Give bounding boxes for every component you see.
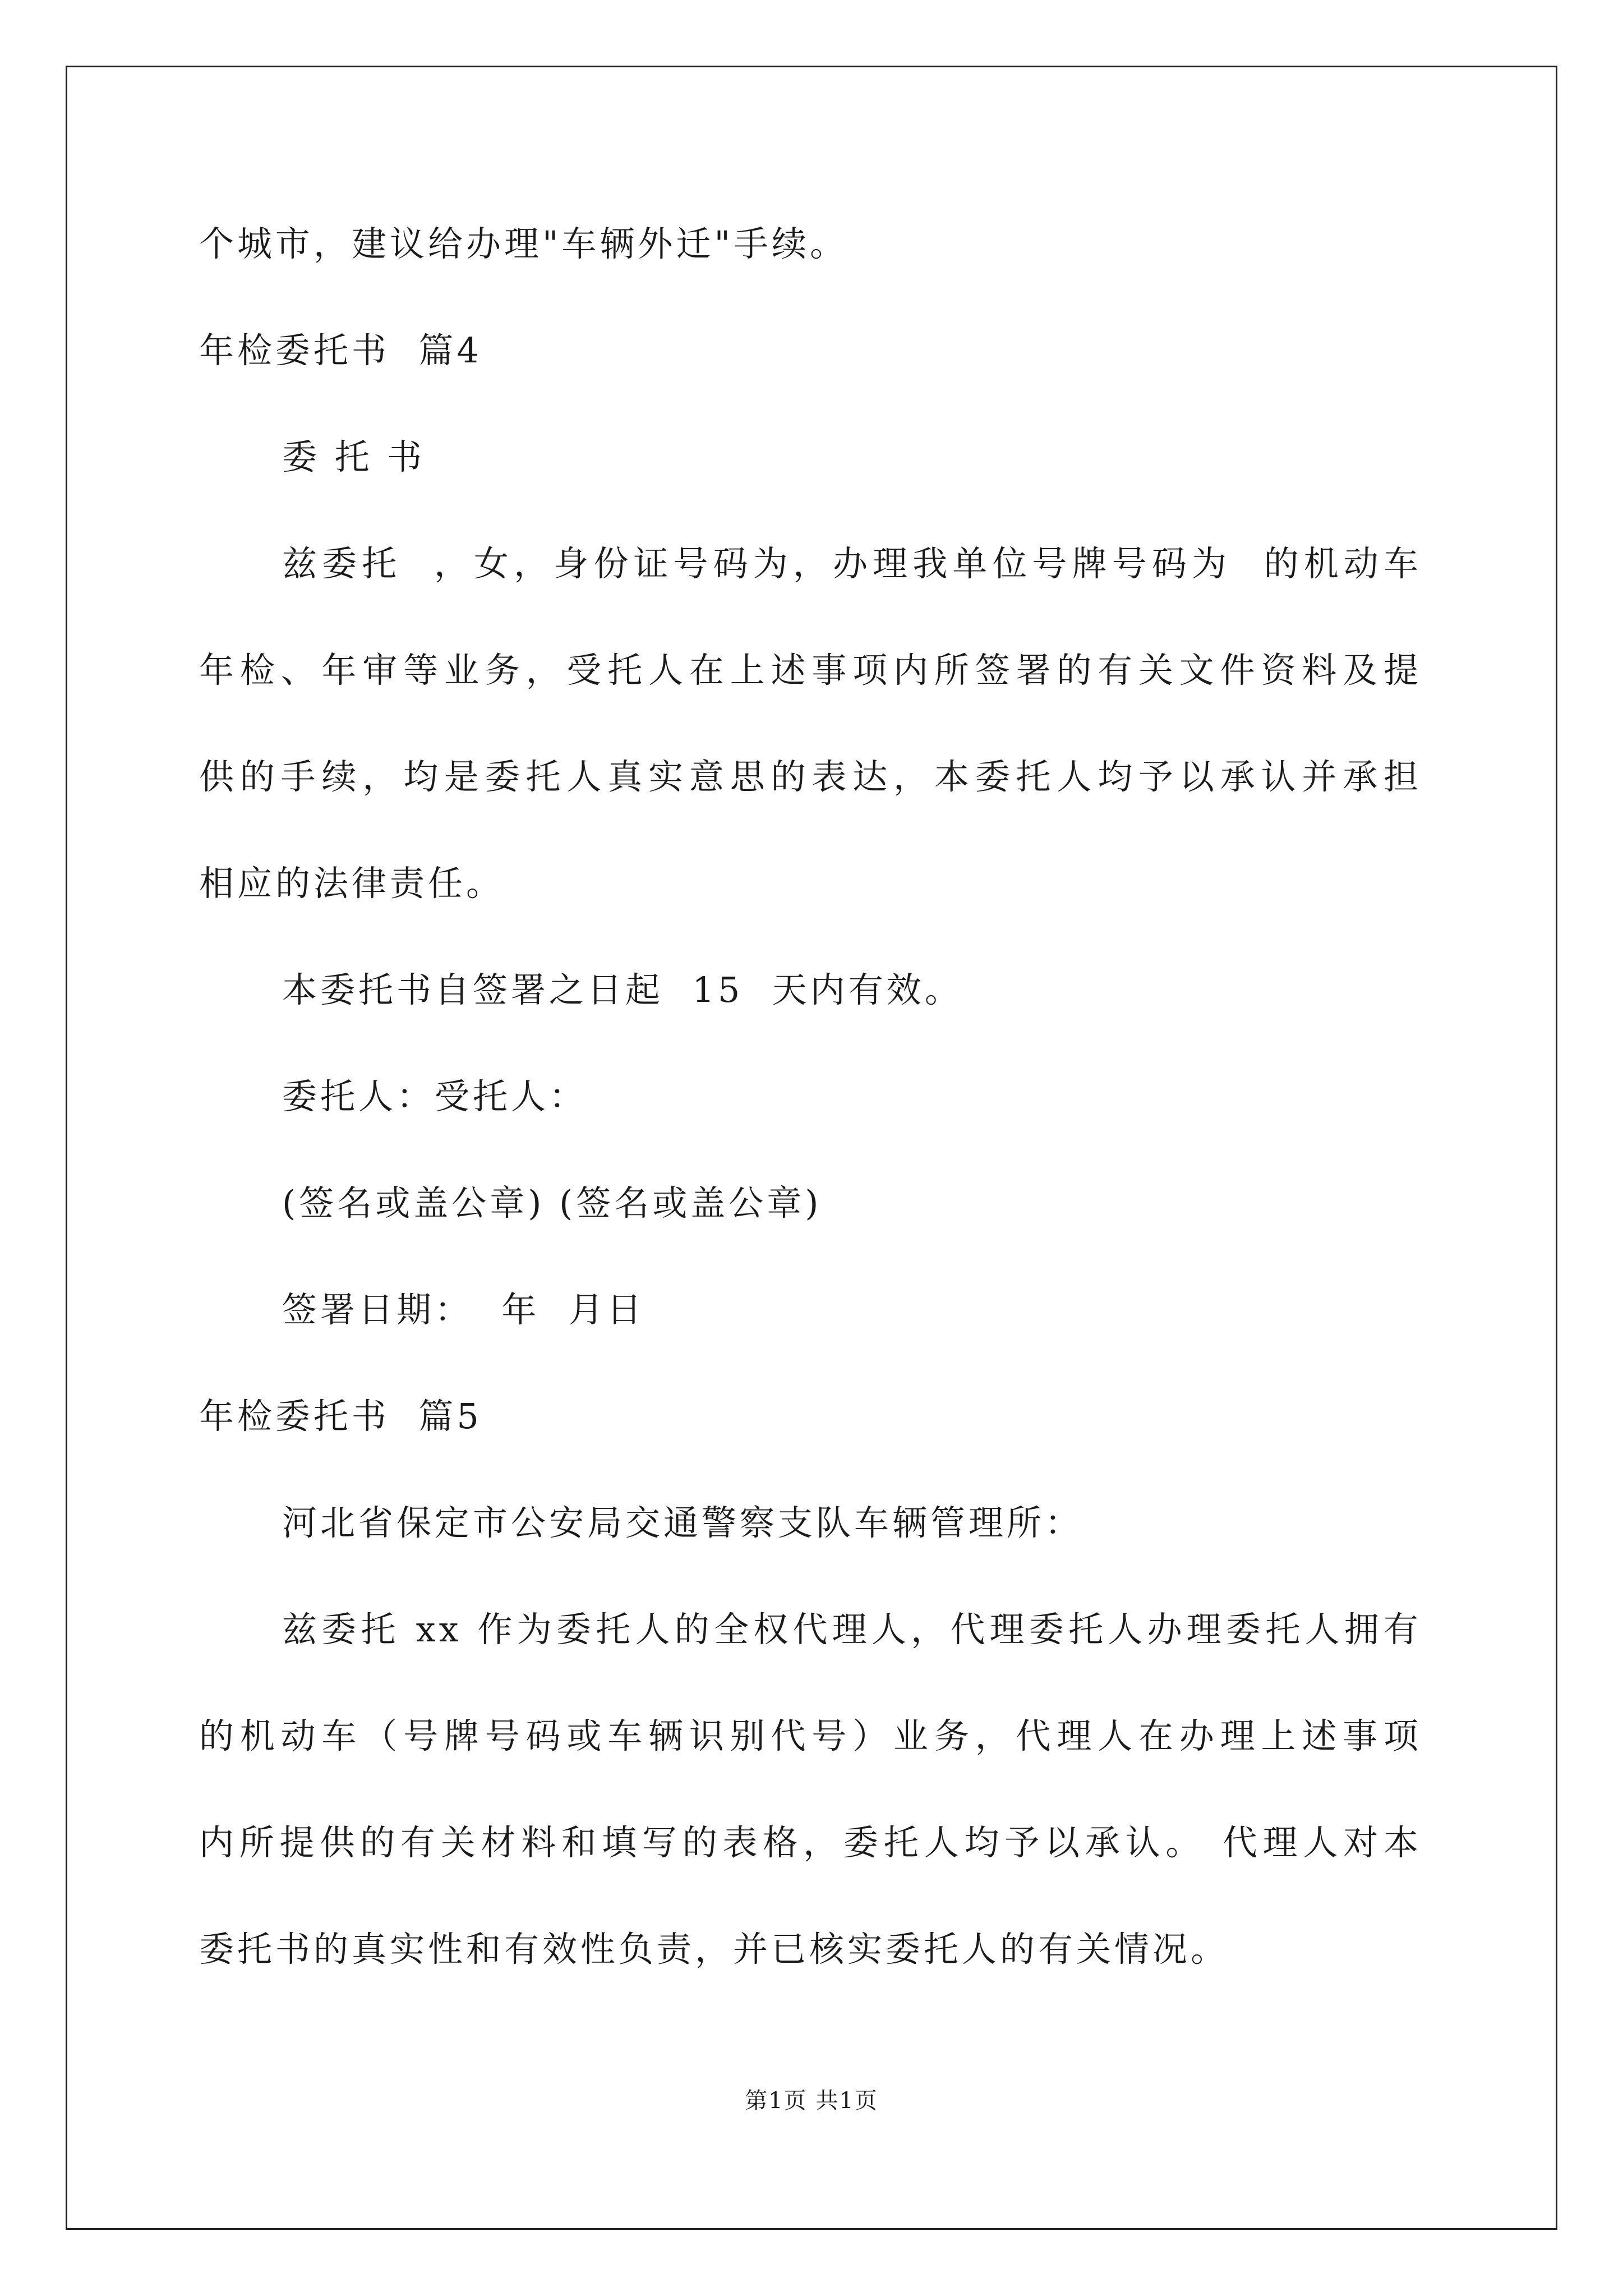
paragraph-line: 委托书的真实性和有效性负责，并已核实委托人的有关情况。 — [199, 1929, 1229, 1970]
paragraph-line: 供的手续，均是委托人真实意思的表达，本委托人均予以承认并承担 — [199, 756, 1422, 797]
page-footer: 第1页 共1页 — [745, 2088, 878, 2114]
addressee: 河北省保定市公安局交通警察支队车辆管理所： — [282, 1502, 1083, 1543]
section-heading: 年检委托书 篇5 — [199, 1396, 482, 1437]
paragraph-line: 的机动车（号牌号码或车辆识别代号）业务，代理人在办理上述事项 — [199, 1715, 1422, 1756]
paragraph-line: 年检、年审等业务，受托人在上述事项内所签署的有关文件资料及提 — [199, 650, 1422, 691]
paragraph-line: 兹委托 ，女，身份证号码为，办理我单位号牌号码为 的机动车 — [282, 543, 1422, 584]
paragraph-line: 个城市，建议给办理"车辆外迁"手续。 — [199, 223, 849, 264]
signature-note: (签名或盖公章) (签名或盖公章) — [282, 1182, 822, 1223]
document-title: 委 托 书 — [282, 436, 426, 477]
paragraph-line: 兹委托 xx 作为委托人的全权代理人，代理委托人办理委托人拥有 — [282, 1609, 1422, 1650]
page-border — [66, 66, 1557, 2230]
sign-date: 签署日期： 年 月日 — [282, 1289, 645, 1330]
section-heading: 年检委托书 篇4 — [199, 330, 482, 371]
paragraph-line: 本委托书自签署之日起 15 天内有效。 — [282, 969, 963, 1010]
paragraph-line: 内所提供的有关材料和填写的表格，委托人均予以承认。 代理人对本 — [199, 1822, 1422, 1863]
signature-labels: 委托人：受托人： — [282, 1076, 588, 1117]
paragraph-line: 相应的法律责任。 — [199, 863, 505, 904]
